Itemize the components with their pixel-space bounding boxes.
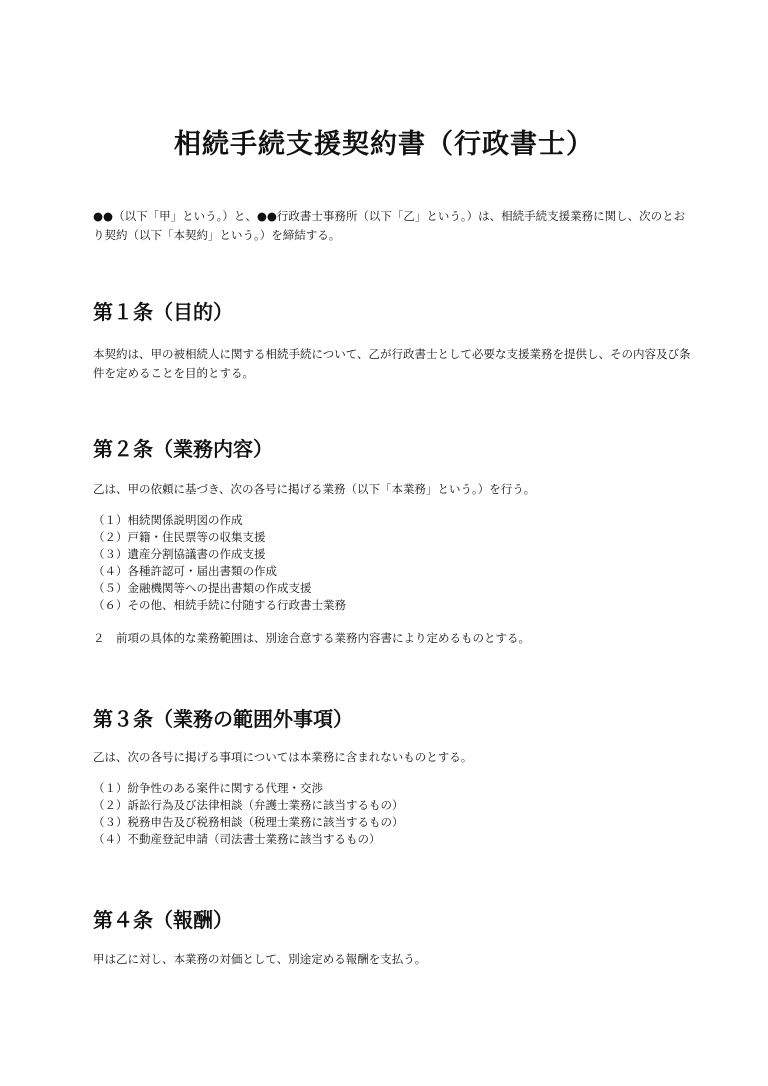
list-item: （２）訴訟行為及び法律相談（弁護士業務に該当するもの） [93,798,404,812]
list-item: （４）各種許認可・届出書類の作成 [93,564,277,578]
article-1-heading: 第１条（目的） [93,300,233,324]
article-1-body: 本契約は、甲の被相続人に関する相続手続について、乙が行政書士として必要な支援業務を提供し、その内容及び条件を定めることを目的とする。 [93,347,691,380]
list-item: （３）税務申告及び税務相談（税理士業務に該当するもの） [93,815,404,829]
article-2-clause-2: ２ 前項の具体的な業務範囲は、別途合意する業務内容書により定めるものとする。 [93,631,530,645]
list-item: （１）紛争性のある案件に関する代理・交渉 [93,781,323,795]
article-2-heading: 第２条（業務内容） [93,437,273,461]
article-4-body: 甲は乙に対し、本業務の対価として、別途定める報酬を支払う。 [93,952,427,966]
document-title: 相続手続支援契約書（行政書士） [174,129,594,160]
list-item: （４）不動産登記申請（司法書士業務に該当するもの） [93,832,381,846]
article-2-item-list [93,512,693,614]
list-item: （６）その他、相続手続に付随する行政書士業務 [93,598,346,612]
article-3-heading: 第３条（業務の範囲外事項） [93,707,353,731]
list-item: （２）戸籍・住民票等の収集支援 [93,530,266,544]
article-3-item-list [93,780,693,848]
list-item: （５）金融機関等への提出書類の作成支援 [93,581,312,595]
article-4-heading: 第４条（報酬） [93,908,233,932]
article-3-body: 乙は、次の各号に掲げる事項については本業務に含まれないものとする。 [93,750,473,764]
list-item: （１）相続関係説明図の作成 [93,513,243,527]
article-2-body: 乙は、甲の依頼に基づき、次の各号に掲げる業務（以下「本業務」という。）を行う。 [93,482,536,496]
list-item: （３）遺産分割協議書の作成支援 [93,547,266,561]
preamble: ●●（以下「甲」という。）と、●●行政書士事務所（以下「乙」という。）は、相続手続支援業務に関し、次のとおり契約（以下「本契約」という。）を締結する。 [93,209,686,242]
